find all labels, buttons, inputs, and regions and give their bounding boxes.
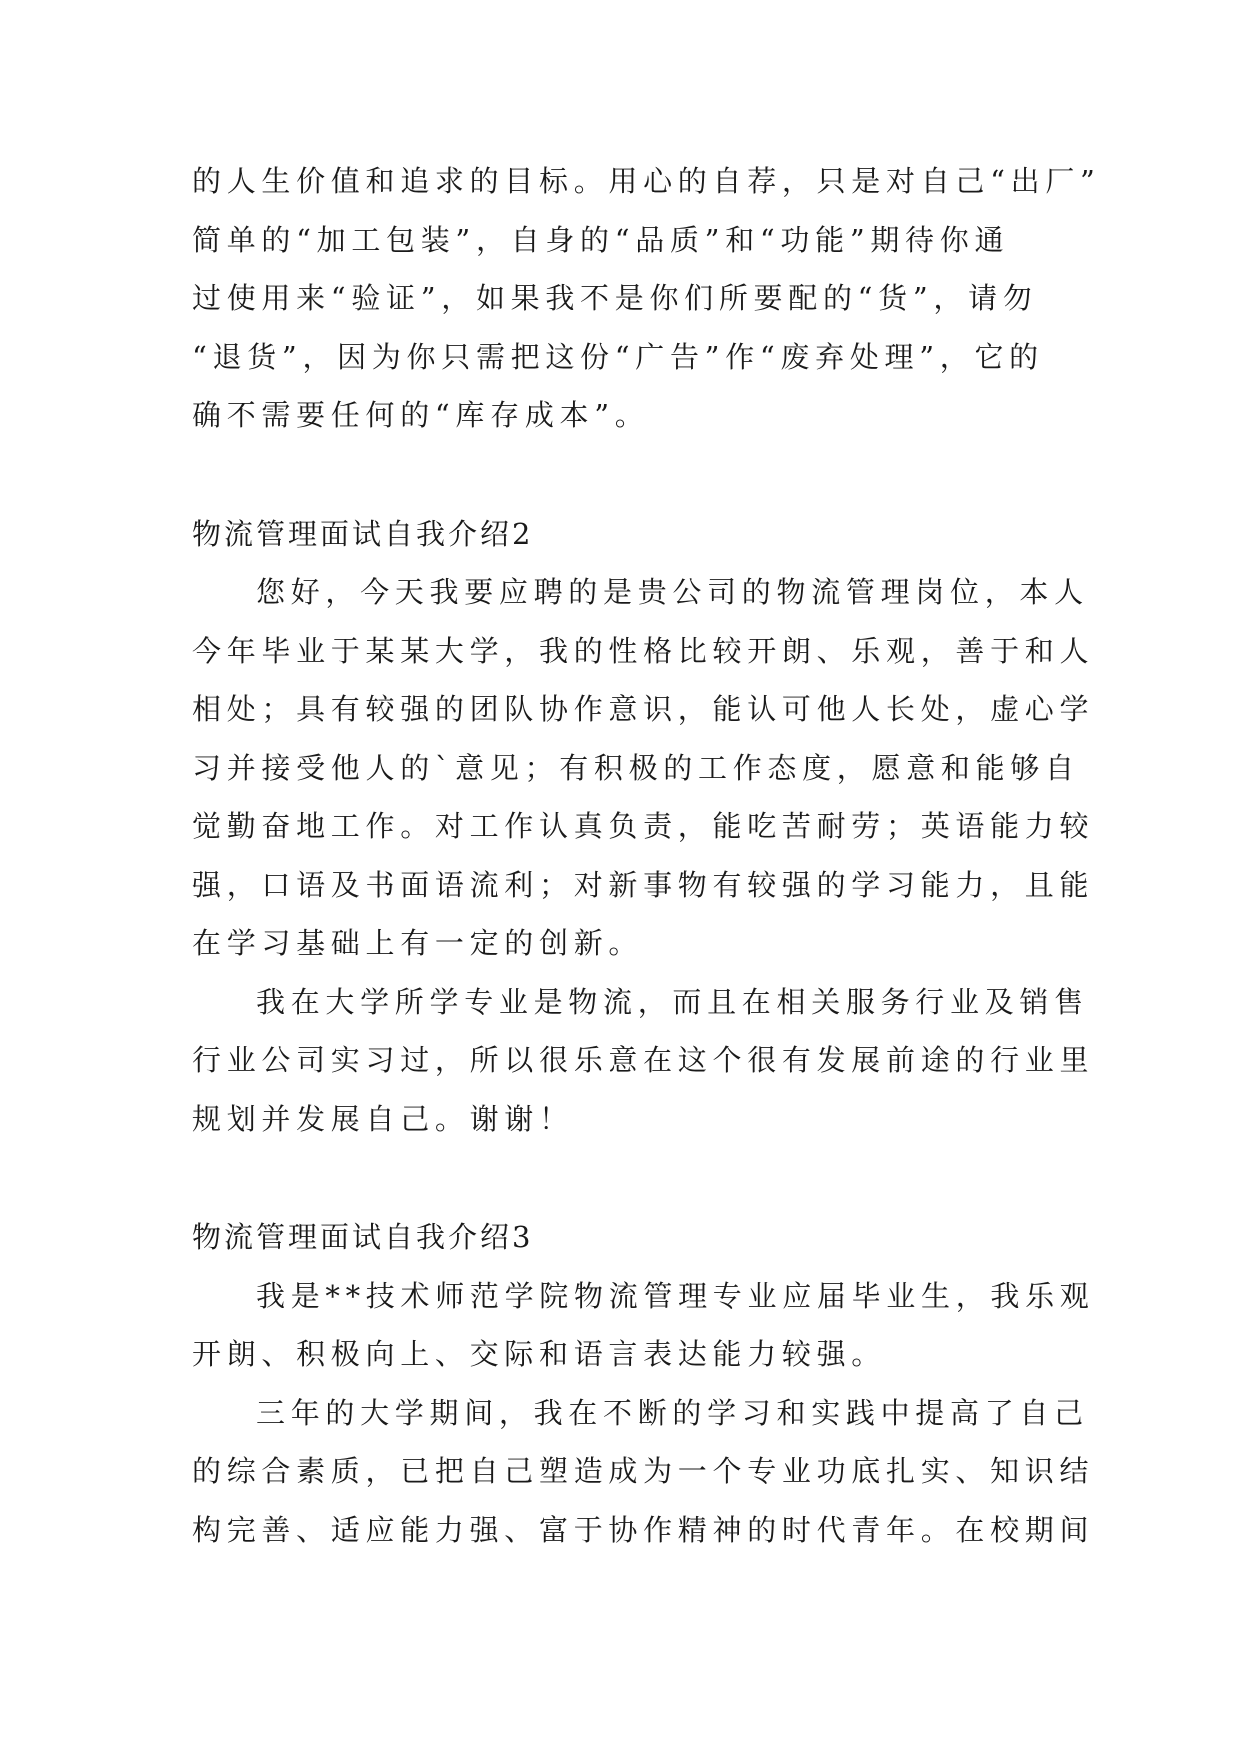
section-heading: 物流管理面试自我介绍2 [192, 516, 534, 551]
text-line: 您好，今天我要应聘的是贵公司的物流管理岗位，本人 [256, 575, 1089, 609]
text-line: 简单的“加工包装”，自身的“品质”和“功能”期待你通 [192, 222, 1010, 257]
text-line: 我是**技术师范学院物流管理专业应届毕业生，我乐观 [256, 1278, 1095, 1313]
text-line: 我在大学所学专业是物流，而且在相关服务行业及销售 [256, 984, 1089, 1019]
document-body [192, 152, 1101, 1559]
text-line: 觉勤奋地工作。对工作认真负责，能吃苦耐劳；英语能力较 [192, 809, 1095, 843]
section-heading: 物流管理面试自我介绍3 [192, 1220, 534, 1254]
section-2-paragraph-1 [192, 563, 1095, 973]
text-line: 确不需要任何的“库存成本”。 [192, 398, 650, 432]
text-line: 在学习基础上有一定的创新。 [192, 926, 644, 960]
section-2 [192, 505, 1095, 1149]
text-line: 的综合素质，已把自己塑造成为一个专业功底扎实、知识结 [192, 1454, 1095, 1488]
text-line: 过使用来“验证”，如果我不是你们所要配的“货”，请勿 [192, 281, 1038, 315]
section-spacer [192, 1148, 1052, 1208]
section-3 [192, 1208, 1095, 1559]
section-2-paragraph-2 [192, 973, 1095, 1149]
text-line: 今年毕业于某某大学，我的性格比较开朗、乐观，善于和人 [192, 633, 1095, 668]
section-spacer [192, 445, 1052, 505]
section-3-paragraph-2 [192, 1384, 1095, 1560]
text-line: 开朗、积极向上、交际和语言表达能力较强。 [192, 1337, 887, 1371]
text-line: 强，口语及书面语流利；对新事物有较强的学习能力，且能 [192, 867, 1095, 902]
section-3-paragraph-1 [192, 1267, 1095, 1384]
text-line: 三年的大学期间，我在不断的学习和实践中提高了自己 [256, 1395, 1089, 1430]
text-line: 规划并发展自己。谢谢！ [192, 1101, 574, 1136]
text-line: 行业公司实习过，所以很乐意在这个很有发展前途的行业里 [192, 1043, 1095, 1077]
text-line: “退货”，因为你只需把这份“广告”作“废弃处理”，它的 [192, 339, 1044, 374]
text-line: 构完善、适应能力强、富于协作精神的时代青年。在校期间 [192, 1512, 1095, 1547]
intro-tail-paragraph [192, 152, 1101, 445]
text-line: 相处；具有较强的团队协作意识，能认可他人长处，虚心学 [192, 692, 1095, 726]
text-line: 的人生价值和追求的目标。用心的自荐，只是对自己“出厂” [192, 164, 1101, 198]
text-line: 习并接受他人的`意见；有积极的工作态度，愿意和能够自 [192, 750, 1080, 785]
